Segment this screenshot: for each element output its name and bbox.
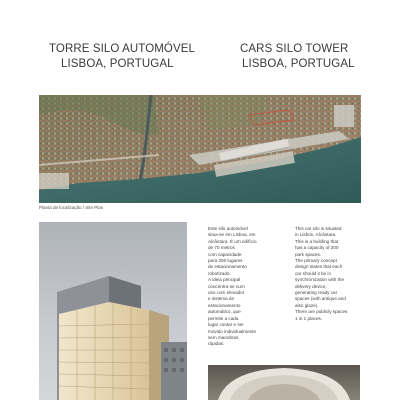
text-line: uso com elevador — [208, 290, 245, 296]
text-line: synchronization with the — [295, 277, 345, 283]
text-line: robotizado. — [208, 270, 231, 276]
text-line: Este silo automóvel — [208, 226, 248, 231]
text-line: This car silo is situated — [295, 226, 342, 231]
text-line: rápidas. — [208, 341, 225, 347]
text-line: Alcântara. É um edifício — [208, 238, 257, 244]
text-line: There are publicly spaces — [295, 309, 348, 315]
text-line: 1 in 1 places. — [295, 315, 323, 321]
interior-photo — [208, 365, 360, 400]
interior-photo-graphic — [208, 365, 360, 400]
text-line: park spaces. — [295, 251, 322, 257]
text-line: spaces (with antique and — [295, 296, 346, 302]
text-line: sem manobras — [208, 334, 239, 340]
text-line: estacionamento — [208, 302, 241, 308]
title-english — [240, 42, 355, 72]
text-line: generating ready car — [295, 290, 338, 296]
text-line: The primary concept — [295, 258, 337, 264]
title-en-line-1: CARS SILO TOWER — [240, 43, 349, 55]
title-en-line-2: LISBOA, PORTUGAL — [242, 58, 355, 70]
text-line: e sistema de — [208, 296, 235, 302]
photo-caption: Planta de localização / Site Plan — [39, 205, 104, 210]
text-column-english — [295, 226, 365, 322]
text-line: delivery device, — [295, 283, 327, 289]
text-line: concentra-se num — [208, 283, 245, 289]
text-line: movido individualmente — [208, 328, 257, 334]
title-portuguese — [49, 42, 195, 72]
text-line: design states that each — [295, 264, 343, 270]
title-pt-line-2: LISBOA, PORTUGAL — [61, 58, 174, 70]
text-line: para 200 lugares — [208, 258, 243, 264]
text-line: in Lisbon, Alcântara. — [295, 232, 337, 238]
text-line: lugar contar e ser — [208, 322, 244, 328]
text-line: A ideia principal — [208, 277, 241, 283]
text-column-portuguese — [208, 226, 278, 348]
text-line: permite a cada — [208, 315, 239, 321]
text-line: car should it be in — [295, 270, 332, 276]
text-line: de estacionamento — [208, 264, 247, 270]
aerial-photo-graphic — [39, 95, 361, 203]
text-line: This is a building that — [295, 238, 339, 244]
text-line: de 70 metros — [208, 245, 235, 251]
tower-render-graphic — [39, 222, 187, 400]
text-line: automático, que — [208, 309, 241, 315]
text-line: also glaze). — [295, 302, 319, 308]
title-pt-line-1: TORRE SILO AUTOMÓVEL — [49, 43, 196, 55]
aerial-site-photo — [39, 95, 361, 203]
tower-rendering — [39, 222, 187, 400]
text-line: com capacidade — [208, 251, 242, 257]
text-line: situa-se em Lisboa, em — [208, 232, 256, 238]
text-line: has a capacity of 200 — [295, 245, 339, 251]
